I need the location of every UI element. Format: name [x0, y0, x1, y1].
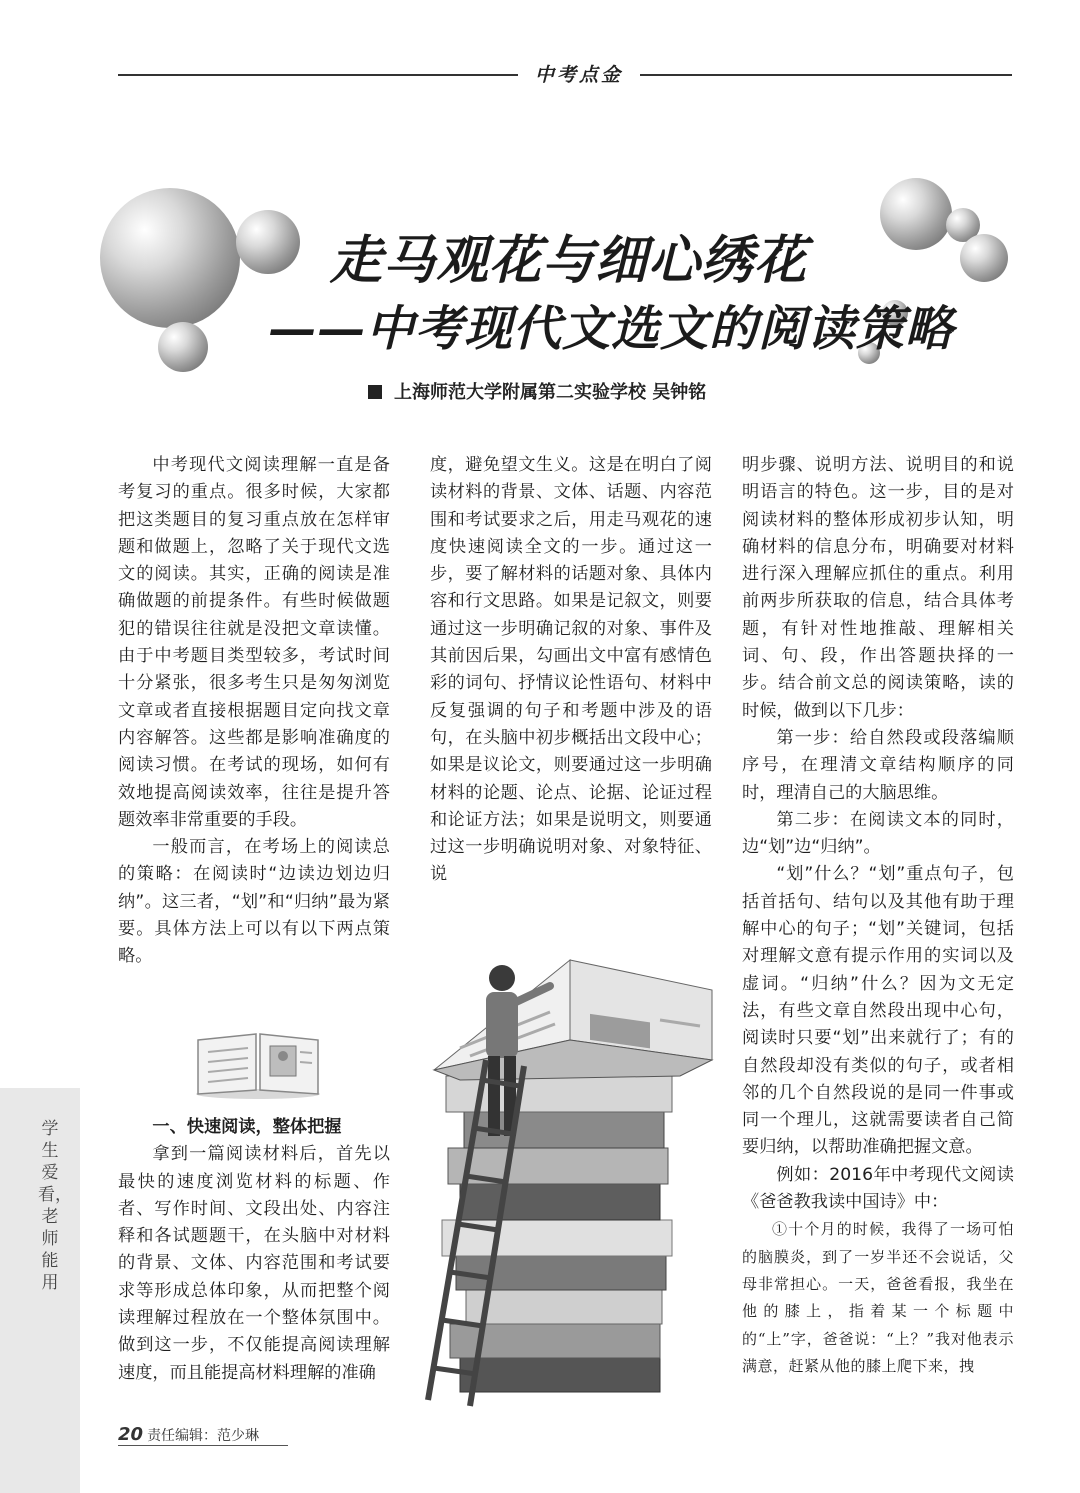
page-number: 20: [118, 1424, 144, 1445]
sidebar-slogan: 学生爱看，老师能用: [38, 1119, 72, 1293]
article-title: 走马观花与细心绣花: [330, 230, 808, 291]
column-1: [118, 452, 390, 971]
square-bullet-icon: [368, 385, 382, 399]
byline-text: 上海师范大学附属第二实验学校 吴钟铭: [394, 382, 707, 403]
paragraph: 明步骤、说明方法、说明目的和说明语言的特色。这一步，目的是对阅读材料的整体形成初步认知，明确材料的信息分布，明确要对材料进行深入理解应抓住的重点。利用前两步所获取的信息，结合具体考题，有针对性地推敲、理解相关词、句、段，作出答题抉择的一步。结合前文总的阅读策略，读的时候，做到以下几步：: [742, 455, 1014, 721]
paragraph: 度，避免望文生义。这是在明白了阅读材料的背景、文体、话题、内容范围和考试要求之后，用走马观花的速度快速阅读全文的一步。通过这一步，要了解材料的话题对象、具体内容和行文思路。如果是记叙文，则要通过这一步明确记叙的对象、事件及其前因后果，勾画出文中富有感情色彩的词句、抒情议论性语句、材料中反复强调的句子和考题中涉及的语句，在头脑中初步概括出文段中心；如果是议论文，则要通过这一步明确材料的论题、论点、论据、论证过程和论证方法；如果是说明文，则要通过这一步明确说明对象、对象特征、说: [430, 455, 712, 885]
article-subtitle: ——中考现代文选文的阅读策略: [268, 301, 955, 357]
paragraph: 第二步：在阅读文本的同时，边“划”边“归纳”。: [742, 809, 1014, 858]
column-1-section: [118, 1114, 390, 1387]
header-rule-right: [640, 74, 1012, 76]
sphere-decoration: [960, 234, 1008, 282]
section-label: 中考点金: [534, 64, 623, 86]
footer-rule: [118, 1445, 288, 1446]
sphere-decoration: [236, 210, 300, 274]
book-icon: [192, 1030, 324, 1100]
paragraph: 拿到一篇阅读材料后，首先以最快的速度浏览材料的标题、作者、写作时间、文段出处、内容注释和各试题题干，在头脑中对材料的背景、文体、内容范围和考试要求等形成总体印象，从而把整个阅读理解过程放在一个整体氛围中。做到这一步，不仅能提高阅读理解速度，而且能提高材料理解的准确: [118, 1144, 390, 1383]
byline: [368, 378, 706, 404]
paragraph: 一般而言，在考场上的阅读总的策略：在阅读时“边读边划边归纳”。这三者，“划”和“归纳”最为紧要。具体方法上可以有以下两点策略。: [118, 837, 390, 967]
book-stack-illustration: [420, 920, 720, 1410]
paragraph: 例如：2016年中考现代文阅读《爸爸教我读中国诗》中：: [742, 1164, 1014, 1213]
column-3: [742, 452, 1014, 1380]
quoted-excerpt: ①十个月的时候，我得了一场可怕的脑膜炎，到了一岁半还不会说话，父母非常担心。一天，爸爸看报，我坐在他的膝上，指着某一个标题中的“上”字，爸爸说：“上？”我对他表示满意，赶紧从他的膝上爬下来，拽: [742, 1220, 1014, 1375]
sphere-decoration: [880, 178, 952, 250]
sphere-decoration: [100, 188, 240, 328]
paragraph: “划”什么？“划”重点句子，包括首括句、结句以及其他有助于理解中心的句子；“划”关键词，包括对理解文意有提示作用的实词以及虚词。“归纳”什么？因为文无定法，有些文章自然段出现中心句，阅读时只要“划”出来就行了；有的自然段却没有类似的句子，或者相邻的几个自然段说的是同一件事或同一个理儿，这就需要读者自己简要归纳，以帮助准确把握文意。: [742, 864, 1014, 1158]
paragraph: 中考现代文阅读理解一直是备考复习的重点。很多时候，大家都把这类题目的复习重点放在怎样审题和做题上，忽略了关于现代文选文的阅读。其实，正确的阅读是准确做题的前提条件。有些时候做题犯的错误往往就是没把文章读懂。由于中考题目类型较多，考试时间十分紧张，很多考生只是匆匆浏览文章或者直接根据题目定向找文章内容解答。这些都是影响准确度的阅读习惯。在考试的现场，如何有效地提高阅读效率，往往是提升答题效率非常重要的手段。: [118, 455, 390, 830]
editor-credit: 责任编辑：范少琳: [147, 1428, 260, 1444]
section-heading: 一、快速阅读，整体把握: [152, 1117, 342, 1137]
page-footer: [118, 1424, 259, 1445]
column-2: [430, 452, 712, 889]
sphere-decoration: [158, 322, 208, 372]
header-rule-left: [118, 74, 518, 76]
paragraph: 第一步：给自然段或段落编顺序号，在理清文章结构顺序的同时，理清自己的大脑思维。: [742, 727, 1014, 803]
